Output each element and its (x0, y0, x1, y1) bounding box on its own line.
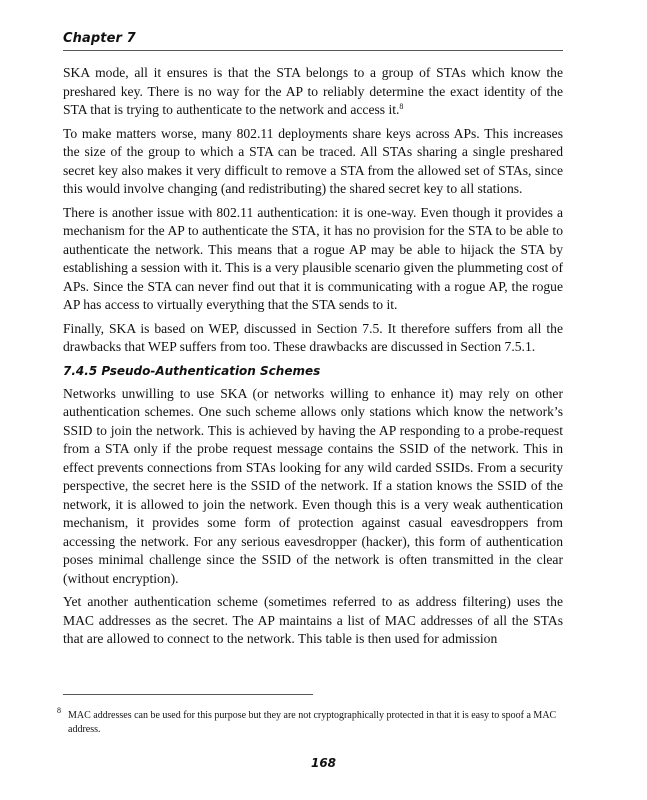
footnote-mark: 8 (57, 706, 61, 715)
running-header (63, 31, 563, 46)
page-body (63, 64, 563, 654)
footnote-rule (63, 694, 313, 695)
footnote (57, 706, 563, 737)
chapter-title: Chapter 7 (63, 31, 136, 46)
paragraph-mac-filtering: Yet another authentication scheme (sometimes referred to as address filtering) uses the MAC addresses as the secret. The AP maintains a list of MAC addresses of all the STAs that are allowed to connect to the network. This table is then used for admission (63, 594, 563, 646)
paragraph-text: SKA mode, all it ensures is that the STA belongs to a group of STAs which know the preshared key. There is no way for the AP to reliably determine the exact identity of the STA that is trying to authenticate to the network and access it. (63, 65, 563, 117)
paragraph-ska-mode (63, 64, 563, 120)
header-rule (63, 50, 563, 51)
paragraph-ssid-auth: Networks unwilling to use SKA (or networks willing to enhance it) may rely on other authentication schemes. One such scheme allows only stations which know the network’s SSID to join the network. This is achieved by having the AP responding to a probe-request from a STA only if the probe request message contains the SSID of the network. This in effect prevents connections from STAs looking for any wild carded SSIDs. From a security perspective, the secret here is the SSID of the network. If a station knows the SSID of the network, it is allowed to join the network. Even though this is a very weak authentication mechanism, it provides some form of protection against casual eavesdroppers from accessing the network. For any serious eavesdropper (hacker), this form of authentication poses minimal challenge since the SSID of the network is often transmitted in the clear (without encryption). (63, 385, 563, 586)
footnote-reference: 8 (399, 102, 404, 111)
page-number: 168 (310, 756, 337, 770)
section-heading: 7.4.5 Pseudo-Authentication Schemes (63, 363, 321, 378)
paragraph-wep: Finally, SKA is based on WEP, discussed in Section 7.5. It therefore suffers from all the drawbacks that WEP suffers from too. These drawbacks are discussed in Section 7.5.1. (63, 320, 563, 354)
paragraph-shared-keys: To make matters worse, many 802.11 deployments share keys across APs. This increases the size of the group to which a STA can be traced. All STAs sharing a single preshared secret key also makes it very difficult to remove a STA from the allowed set of STAs, since this would involve changing (and redistributing) the shared secret key to all stations. (63, 125, 563, 196)
paragraph-one-way-auth: There is another issue with 802.11 authentication: it is one-way. Even though it provides a mechanism for the AP to authenticate the STA, it has no provision for the STA to be able to authenticate the network. This means that a rogue AP may be able to hijack the STA by establishing a session with it. This is a very plausible scenario given the plummeting cost of APs. Since the STA can never find out that it is communicating with a rogue AP, the rogue AP has access to virtually everything that the STA sends to it. (63, 204, 563, 312)
footnote-text: MAC addresses can be used for this purpose but they are not cryptographically protected in that it is easy to spoof a MAC address. (68, 710, 557, 735)
